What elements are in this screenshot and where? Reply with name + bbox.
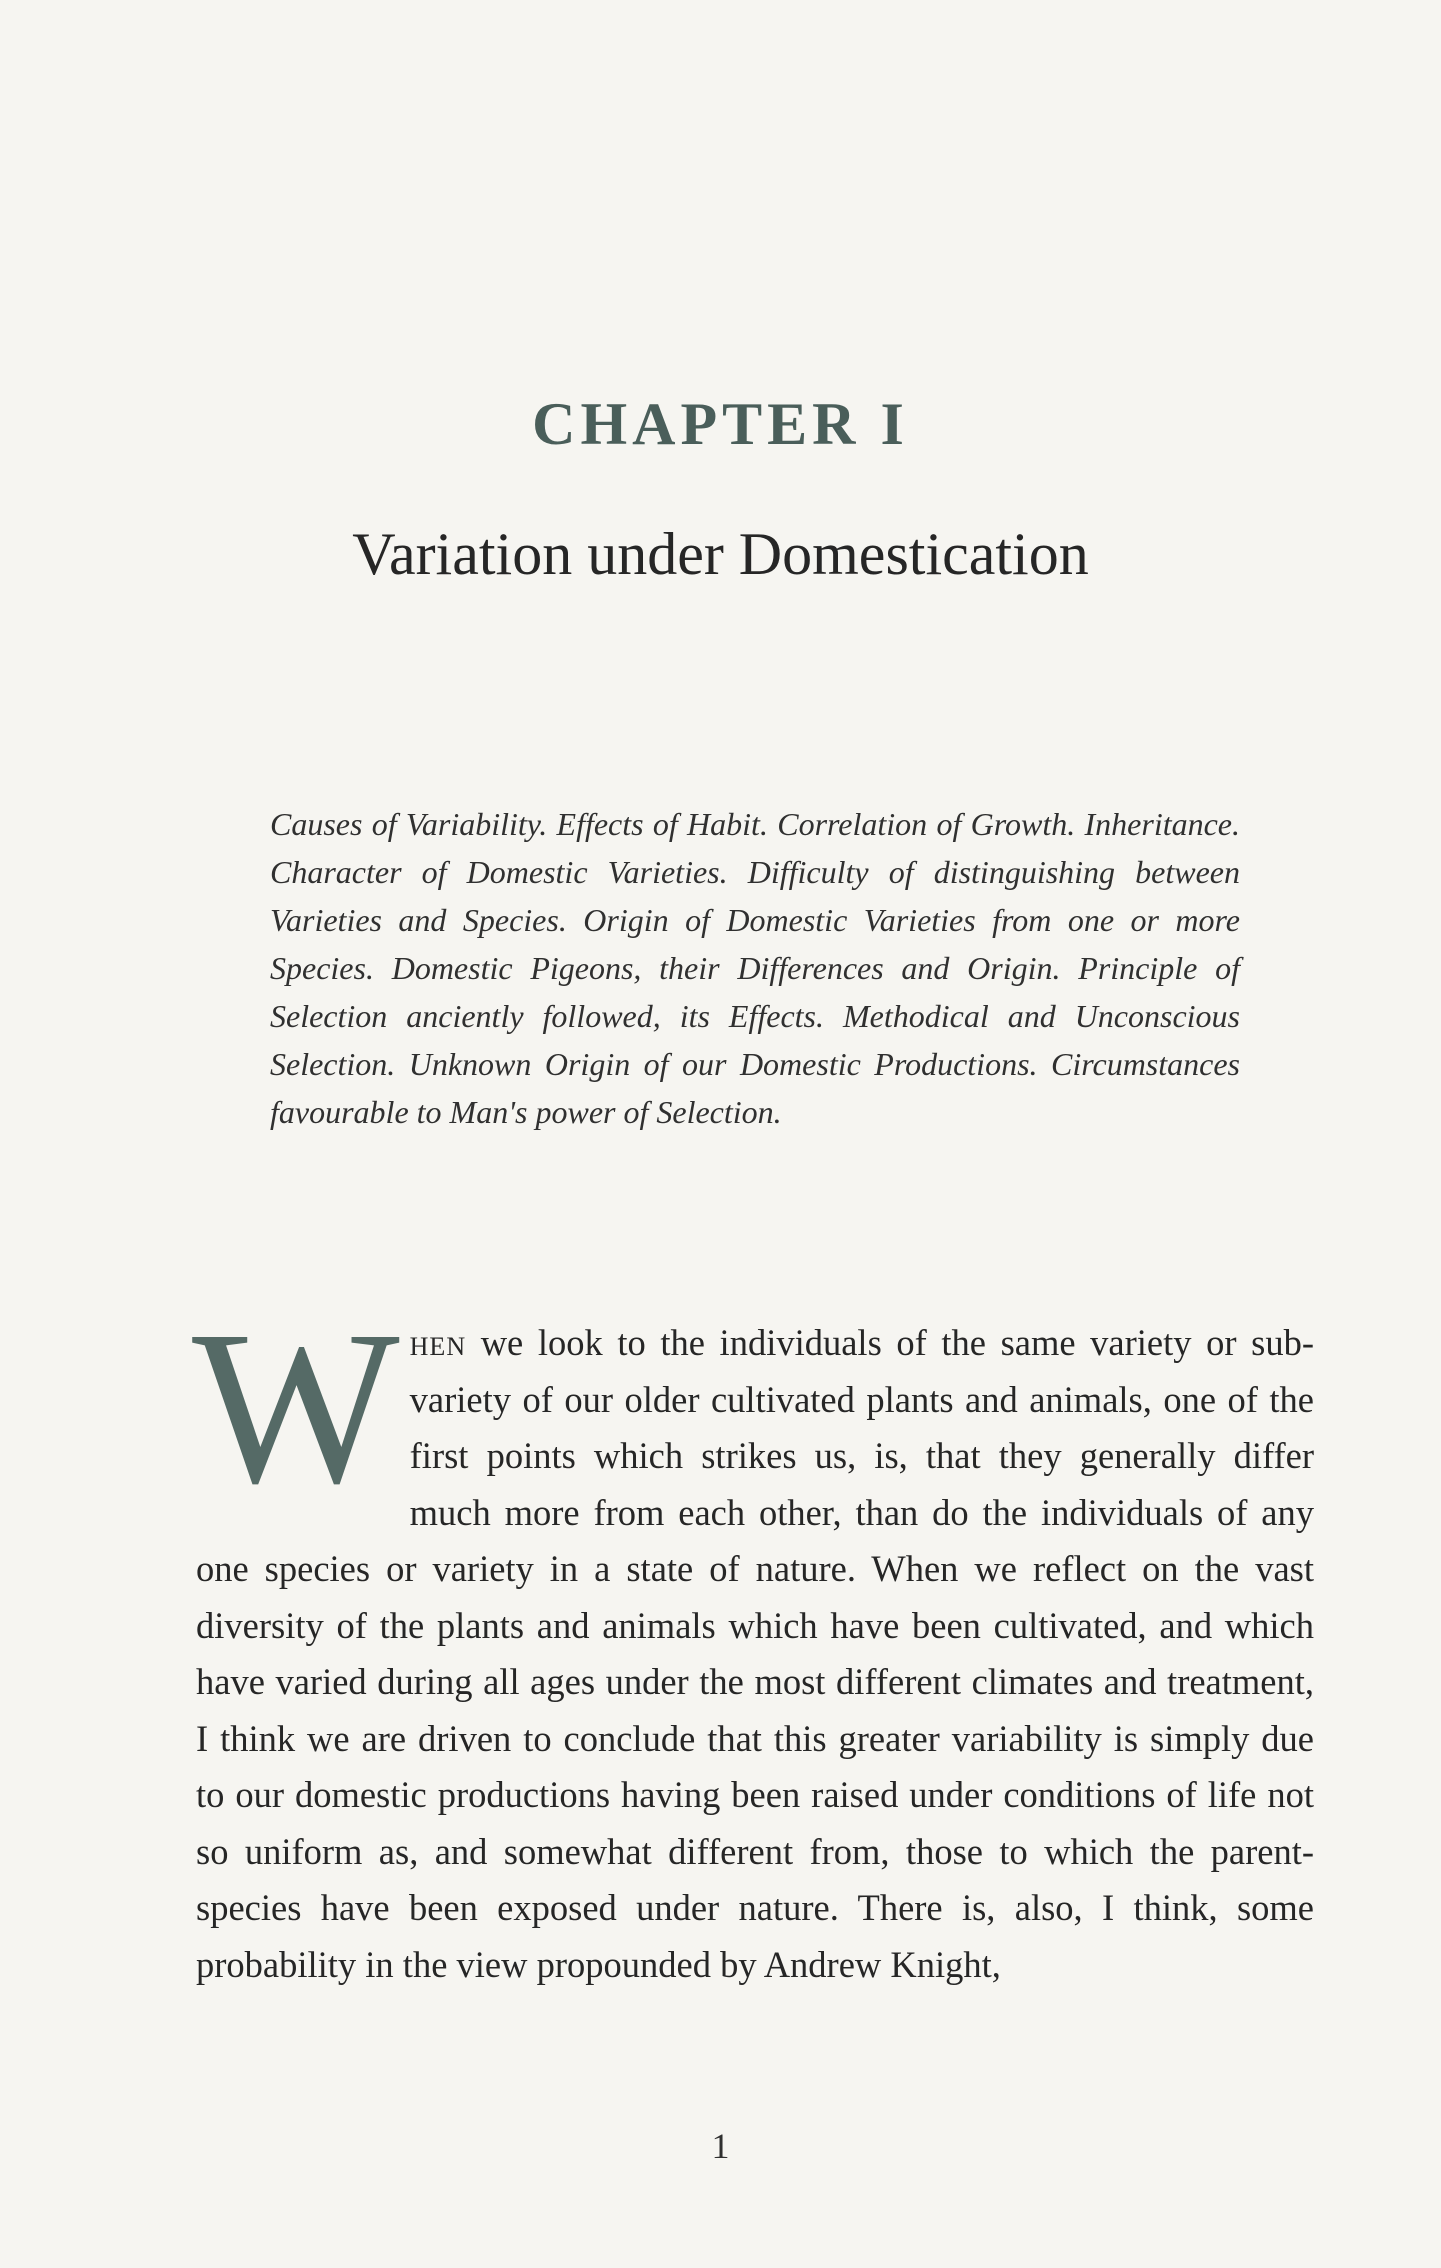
paragraph-text: we look to the individuals of the same variety or sub-variety of our older cultivated plants and animals, one of the first points which strikes us, is, that they generally differ much more from each other, than do the individuals of any one species or variety in a state of nature. When we reflect on the vast diversity of the plants and animals which have been cultivated, and which have varied during all ages under the most different climates and treatment, I think we are driven to conclude that this greater variability is simply due to our domestic productions having been raised under conditions of life not so uniform as, and somewhat different from, those to which the parent-species have been exposed under nature. There is, also, I think, some probability in the view propounded by Andrew Knight, xyxy=(196,1322,1314,1985)
lead-word: hen xyxy=(409,1322,467,1363)
page-number: 1 xyxy=(711,2126,730,2166)
chapter-synopsis: Causes of Variability. Effects of Habit. Correlation of Growth. Inheritance. Character of Domestic Varieties. Difficulty of distinguishing between Varieties and Species. Origin of Domestic Varieties from one or more Species. Domestic Pigeons, their Differences and Origin. Principle of Selection anciently followed, its Effects. Methodical and Unconscious Selection. Unknown Origin of our Domestic Productions. Circumstances favourable to Man's power of Selection. xyxy=(270,806,1240,1130)
body-paragraph xyxy=(192,1285,1314,1993)
drop-cap: W xyxy=(192,1285,400,1529)
chapter-heading: CHAPTER I xyxy=(532,391,909,457)
chapter-title: Variation under Domestication xyxy=(352,521,1089,587)
